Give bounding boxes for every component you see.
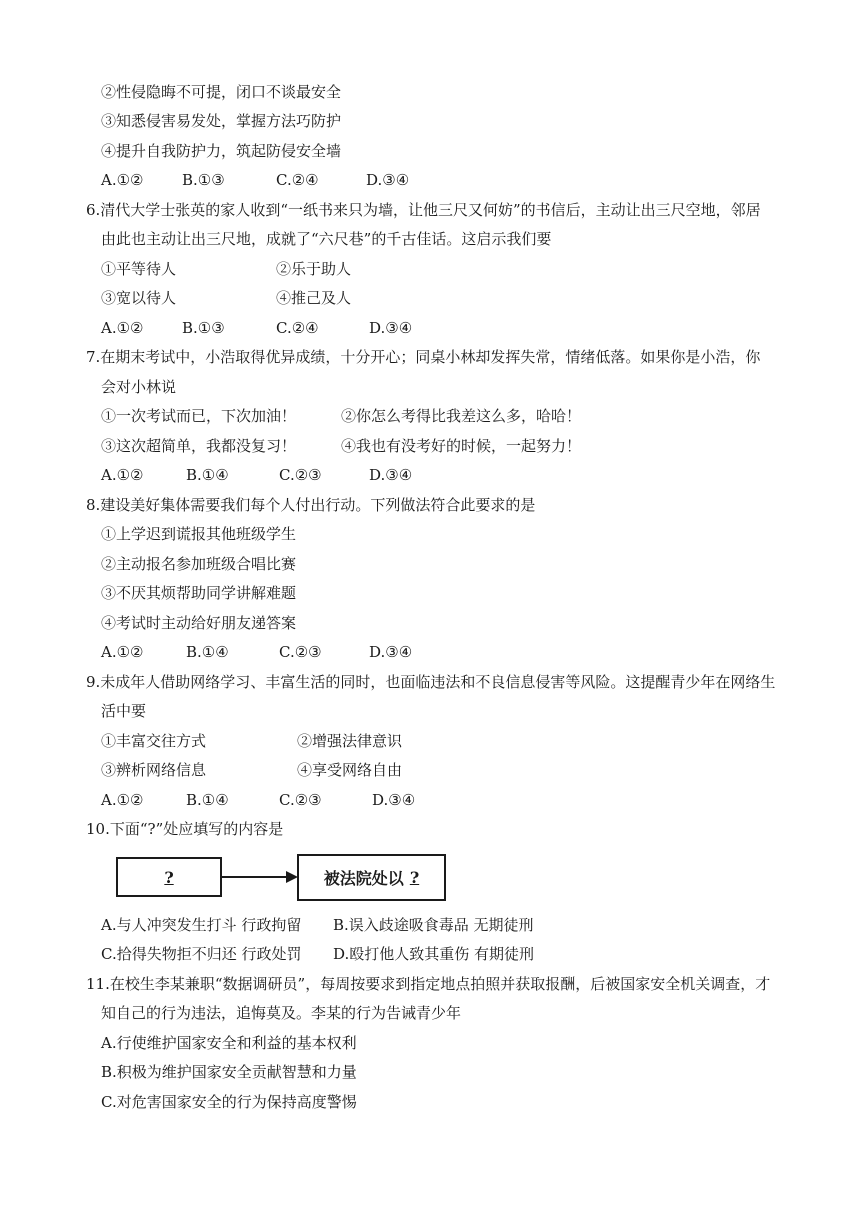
q7-choice-c: C.②③ [279, 466, 322, 484]
q9-item-3: ③辨析网络信息 [101, 761, 207, 779]
q6-choice-c: C.②④ [276, 319, 319, 337]
q5-item-4: ④提升自我防护力，筑起防侵安全墙 [101, 142, 342, 160]
q6-item-3: ③宽以待人 [101, 289, 177, 307]
q8-item-3: ③不厌其烦帮助同学讲解难题 [101, 584, 297, 602]
q10-stem: 10.下面“?”处应填写的内容是 [86, 820, 284, 838]
q6-item-1: ①平等待人 [101, 260, 177, 278]
q8-choice-b: B.①④ [186, 643, 229, 661]
q6-item-2: ②乐于助人 [276, 260, 352, 278]
q10-choice-c: C.拾得失物拒不归还 行政处罚 [101, 945, 302, 963]
q10-arrow-icon [222, 867, 298, 887]
q6-choice-b: B.①③ [182, 319, 225, 337]
q10-left-blank: ? [164, 867, 174, 887]
q6-choice-d: D.③④ [369, 319, 413, 337]
q10-right-text: 被法院处以 [323, 869, 404, 888]
q5-item-3: ③知悉侵害易发处，掌握方法巧防护 [101, 112, 342, 130]
q7-item-3: ③这次超简单，我都没复习！ [101, 437, 297, 455]
q8-item-2: ②主动报名参加班级合唱比赛 [101, 555, 297, 573]
q7-choice-a: A.①② [101, 466, 144, 484]
q7-stem-line2: 会对小林说 [101, 378, 177, 396]
q8-choice-a: A.①② [101, 643, 144, 661]
q11-choice-a: A.行使维护国家安全和利益的基本权利 [101, 1034, 357, 1052]
q6-item-4: ④推己及人 [276, 289, 352, 307]
q9-choice-d: D.③④ [372, 791, 416, 809]
q5-choice-a: A.①② [101, 171, 144, 189]
q5-item-2: ②性侵隐晦不可提，闭口不谈最安全 [101, 83, 342, 101]
q6-stem-line1: 6.清代大学士张英的家人收到“一纸书来只为墙，让他三尺又何妨”的书信后，主动让出三尺空地，邻居 [86, 201, 761, 219]
q7-item-1: ①一次考试而已，下次加油！ [101, 407, 297, 425]
q8-item-1: ①上学迟到谎报其他班级学生 [101, 525, 297, 543]
q5-choice-b: B.①③ [182, 171, 225, 189]
q10-choice-a: A.与人冲突发生打斗 行政拘留 [101, 916, 302, 934]
q10-choice-d: D.殴打他人致其重伤 有期徒刑 [333, 945, 535, 963]
q8-choice-d: D.③④ [369, 643, 413, 661]
q6-choice-a: A.①② [101, 319, 144, 337]
q9-item-4: ④享受网络自由 [297, 761, 403, 779]
q10-choice-b: B.误入歧途吸食毒品 无期徒刑 [333, 916, 534, 934]
q9-choice-b: B.①④ [186, 791, 229, 809]
q8-item-4: ④考试时主动给好朋友递答案 [101, 614, 297, 632]
q11-choice-b: B.积极为维护国家安全贡献智慧和力量 [101, 1063, 357, 1081]
q9-stem-line1: 9.未成年人借助网络学习、丰富生活的同时，也面临违法和不良信息侵害等风险。这提醒青少年在网络生 [86, 673, 776, 691]
q10-left-box [116, 857, 222, 897]
q6-stem-line2: 由此也主动让出三尺地，成就了“六尺巷”的千古佳话。这启示我们要 [101, 230, 552, 248]
q8-choice-c: C.②③ [279, 643, 322, 661]
q10-right-blank: ? [409, 868, 420, 887]
q7-choice-b: B.①④ [186, 466, 229, 484]
q9-stem-line2: 活中要 [101, 702, 147, 720]
q11-stem-line2: 知自己的行为违法，追悔莫及。李某的行为告诫青少年 [101, 1004, 462, 1022]
q7-choice-d: D.③④ [369, 466, 413, 484]
q11-choice-c: C.对危害国家安全的行为保持高度警惕 [101, 1093, 357, 1111]
q7-stem-line1: 7.在期末考试中，小浩取得优异成绩，十分开心；同桌小林却发挥失常，情绪低落。如果你是小浩，你 [86, 348, 761, 366]
q8-stem: 8.建设美好集体需要我们每个人付出行动。下列做法符合此要求的是 [86, 496, 536, 514]
q9-choice-c: C.②③ [279, 791, 322, 809]
q7-item-2: ②你怎么考得比我差这么多，哈哈！ [341, 407, 582, 425]
q9-choice-a: A.①② [101, 791, 144, 809]
q5-choice-c: C.②④ [276, 171, 319, 189]
q11-stem-line1: 11.在校生李某兼职“数据调研员”，每周按要求到指定地点拍照并获取报酬，后被国家安全机关调查，才 [86, 975, 771, 993]
q9-item-1: ①丰富交往方式 [101, 732, 207, 750]
q10-right-box [297, 854, 446, 901]
q5-choice-d: D.③④ [366, 171, 410, 189]
q7-item-4: ④我也有没考好的时候，一起努力！ [341, 437, 582, 455]
q9-item-2: ②增强法律意识 [297, 732, 403, 750]
